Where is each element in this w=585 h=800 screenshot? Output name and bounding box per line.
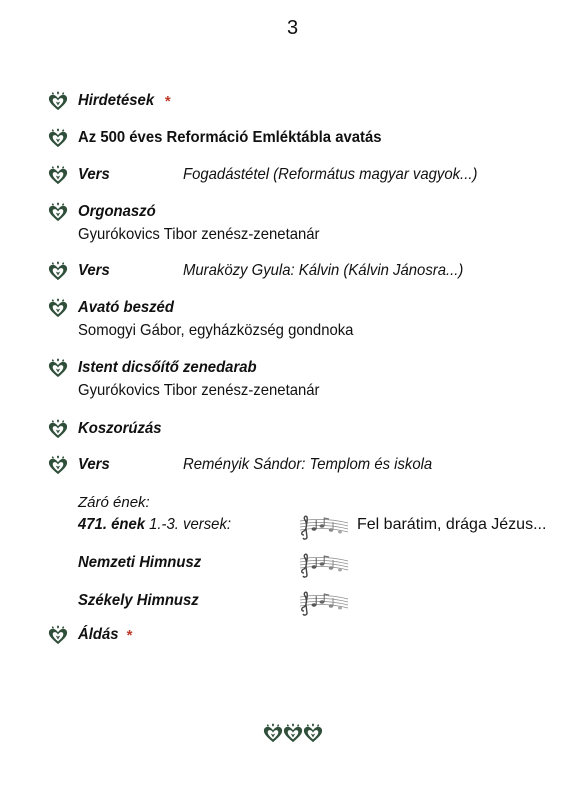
program-item <box>47 453 565 477</box>
closing-heading: Záró ének: <box>78 494 150 511</box>
page-number: 3 <box>286 17 299 39</box>
hymn-title: 471. ének <box>78 516 146 533</box>
tulip-heart-ornament-icon <box>47 165 69 185</box>
tulip-heart-ornament-icon <box>47 128 69 148</box>
item-label: Az 500 éves Reformáció Emléktábla avatás <box>78 129 382 146</box>
tulip-heart-ornament-icon <box>283 722 303 744</box>
music-notes-icon <box>298 551 350 579</box>
tulip-heart-ornament-icon <box>47 202 69 222</box>
program-item <box>47 200 565 246</box>
tulip-heart-ornament-icon <box>47 625 69 645</box>
star-mark: * <box>164 92 171 110</box>
item-detail: Muraközy Gyula: Kálvin (Kálvin Jánosra...) <box>183 262 464 279</box>
tulip-heart-ornament-icon <box>263 722 283 744</box>
item-label: Orgonaszó <box>78 203 156 220</box>
item-label: Avató beszéd <box>78 299 174 316</box>
tulip-heart-ornament-icon <box>47 261 69 281</box>
item-detail: Reményik Sándor: Templom és iskola <box>183 456 433 473</box>
hymn-row <box>78 589 575 613</box>
program-item <box>47 126 565 150</box>
item-performer: Somogyi Gábor, egyházközség gondnoka <box>78 322 354 339</box>
program-item <box>47 259 565 283</box>
item-label: Vers <box>78 456 110 473</box>
item-label: Vers <box>78 166 110 183</box>
program-item-blessing <box>47 623 565 647</box>
hymn-row <box>78 513 575 537</box>
item-detail: Fogadástétel (Református magyar vagyok...) <box>183 166 478 183</box>
item-label: Koszorúzás <box>78 420 162 437</box>
tulip-heart-ornament-icon <box>47 419 69 439</box>
program-item <box>47 356 565 402</box>
tulip-heart-ornament-icon <box>47 358 69 378</box>
item-label: Hirdetések <box>78 92 155 109</box>
hymn-title: Nemzeti Himnusz <box>78 554 202 571</box>
item-label: Istent dicsőítő zenedarab <box>78 359 257 376</box>
hymn-row <box>78 551 575 575</box>
tulip-heart-ornament-icon <box>47 298 69 318</box>
tulip-heart-ornament-icon <box>47 455 69 475</box>
item-label: Vers <box>78 262 110 279</box>
hymn-first-line: Fel barátim, drága Jézus... <box>357 516 547 533</box>
program-item <box>47 417 565 441</box>
item-performer: Gyurókovics Tibor zenész-zenetanár <box>78 226 320 243</box>
item-performer: Gyurókovics Tibor zenész-zenetanár <box>78 382 320 399</box>
tulip-heart-ornament-icon <box>47 91 69 111</box>
tulip-heart-ornament-icon <box>303 722 323 744</box>
music-notes-icon <box>298 589 350 617</box>
footer-ornament <box>0 722 585 744</box>
item-label: Áldás <box>78 626 119 643</box>
hymn-title: Székely Himnusz <box>78 592 199 609</box>
closing-hymns <box>78 493 575 613</box>
star-mark: * <box>126 626 133 644</box>
program-item <box>47 296 565 342</box>
hymn-verses: 1.-3. versek: <box>145 516 232 533</box>
program-item <box>47 163 565 187</box>
music-notes-icon <box>298 513 350 541</box>
program-item <box>47 89 565 113</box>
